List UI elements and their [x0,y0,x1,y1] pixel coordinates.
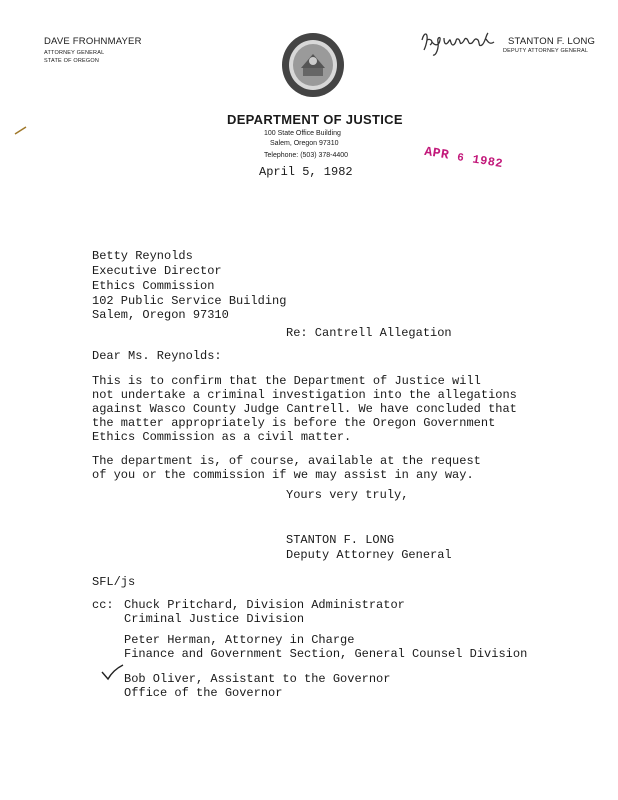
cc-entry-name: Chuck Pritchard, Division Administrator [124,598,405,612]
recipient-line: Executive Director [92,264,222,278]
cc-entry-name: Peter Herman, Attorney in Charge [124,633,355,647]
deputy-name: STANTON F. LONG [508,36,596,47]
deputy-title: DEPUTY ATTORNEY GENERAL [503,48,589,54]
salutation: Dear Ms. Reynolds: [92,349,222,363]
paragraph-line: the matter appropriately is before the Oregon Government [92,416,496,430]
signer-title: Deputy Attorney General [286,548,452,562]
cc-entry-org: Office of the Governor [124,686,283,700]
recipient-line: Ethics Commission [92,279,215,293]
paragraph-line: The department is, of course, available at the request [92,454,481,468]
checkmark-icon [100,664,124,687]
paragraph-line: This is to confirm that the Department of Justice will [92,374,481,388]
recipient-line: Betty Reynolds [92,249,193,263]
department-title: DEPARTMENT OF JUSTICE [227,112,403,127]
oregon-state-seal [281,32,345,98]
attorney-general-name: DAVE FROHNMAYER [44,36,142,47]
recipient-line: Salem, Oregon 97310 [92,308,229,322]
paragraph-line: of you or the commission if we may assist in any way. [92,468,474,482]
state-label: STATE OF OREGON [44,58,100,64]
stamp-day: 6 [456,152,466,166]
telephone: Telephone: (503) 378-4400 [264,152,349,159]
recipient-line: 102 Public Service Building [92,294,287,308]
paragraph-line: not undertake a criminal investigation into the allegations [92,388,517,402]
handwritten-signature [418,28,500,63]
cc-entry-org: Finance and Government Section, General Counsel Division [124,647,528,661]
cc-entry-name: Bob Oliver, Assistant to the Governor [124,672,391,686]
received-date-stamp [423,144,504,171]
paragraph-line: Ethics Commission as a civil matter. [92,430,352,444]
subject-line: Re: Cantrell Allegation [286,326,452,340]
closing: Yours very truly, [286,488,409,502]
paragraph-line: against Wasco County Judge Cantrell. We have concluded that [92,402,517,416]
address-line-2: Salem, Oregon 97310 [270,140,339,147]
address-line-1: 100 State Office Building [264,130,341,137]
signer-name: STANTON F. LONG [286,533,395,547]
letter-date: April 5, 1982 [259,165,353,179]
typist-initials: SFL/js [92,575,136,589]
stamp-month: APR [423,143,451,163]
margin-mark [14,122,28,140]
attorney-general-title: ATTORNEY GENERAL [44,50,105,56]
cc-label: cc: [92,598,114,612]
stamp-year: 1982 [471,152,504,172]
cc-entry-org: Criminal Justice Division [124,612,305,626]
